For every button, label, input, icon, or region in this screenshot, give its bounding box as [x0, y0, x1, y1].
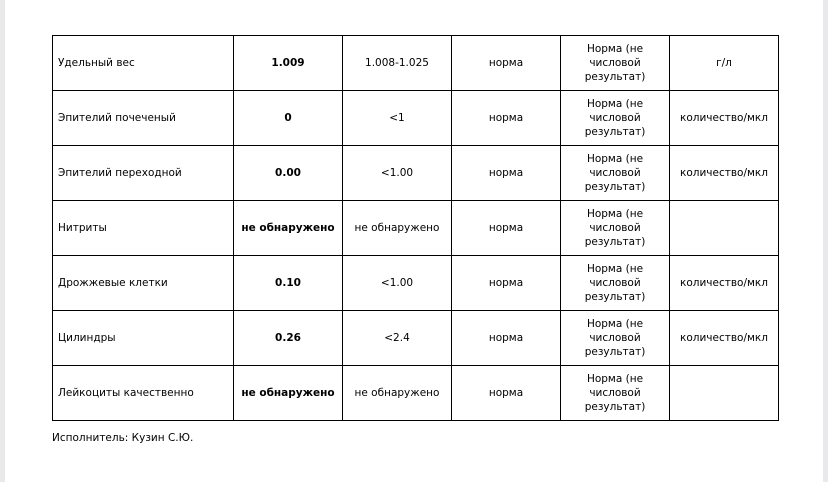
comment-cell: Норма (не числовой результат): [561, 366, 670, 421]
status-cell: норма: [452, 311, 561, 366]
reference-range-cell: не обнаружено: [343, 201, 452, 256]
unit-cell: количество/мкл: [670, 91, 779, 146]
unit-cell: г/л: [670, 36, 779, 91]
comment-cell: Норма (не числовой результат): [561, 201, 670, 256]
test-name-cell: Удельный вес: [53, 36, 234, 91]
reference-range-cell: не обнаружено: [343, 366, 452, 421]
result-value-cell: 0.26: [234, 311, 343, 366]
reference-range-cell: <1.00: [343, 146, 452, 201]
comment-cell: Норма (не числовой результат): [561, 146, 670, 201]
comment-cell: Норма (не числовой результат): [561, 256, 670, 311]
result-value-cell: не обнаружено: [234, 201, 343, 256]
results-table-body: [53, 36, 779, 421]
comment-cell: Норма (не числовой результат): [561, 91, 670, 146]
status-cell: норма: [452, 366, 561, 421]
table-row: [53, 311, 779, 366]
table-row: [53, 366, 779, 421]
result-value-cell: 0: [234, 91, 343, 146]
document-page: [5, 0, 823, 482]
result-value-cell: не обнаружено: [234, 366, 343, 421]
test-name-cell: Эпителий почеченый: [53, 91, 234, 146]
result-value-cell: 0.10: [234, 256, 343, 311]
unit-cell: количество/мкл: [670, 256, 779, 311]
status-cell: норма: [452, 36, 561, 91]
test-name-cell: Нитриты: [53, 201, 234, 256]
test-name-cell: Дрожжевые клетки: [53, 256, 234, 311]
table-row: [53, 201, 779, 256]
result-value-cell: 1.009: [234, 36, 343, 91]
reference-range-cell: 1.008-1.025: [343, 36, 452, 91]
table-row: [53, 91, 779, 146]
comment-cell: Норма (не числовой результат): [561, 311, 670, 366]
result-value-cell: 0.00: [234, 146, 343, 201]
test-name-cell: Эпителий переходной: [53, 146, 234, 201]
test-name-cell: Лейкоциты качественно: [53, 366, 234, 421]
unit-cell: количество/мкл: [670, 146, 779, 201]
table-row: [53, 146, 779, 201]
unit-cell: [670, 366, 779, 421]
unit-cell: [670, 201, 779, 256]
results-table: [52, 35, 779, 421]
status-cell: норма: [452, 91, 561, 146]
executor-line: Исполнитель: Кузин С.Ю.: [52, 432, 194, 444]
reference-range-cell: <2.4: [343, 311, 452, 366]
unit-cell: количество/мкл: [670, 311, 779, 366]
status-cell: норма: [452, 201, 561, 256]
reference-range-cell: <1.00: [343, 256, 452, 311]
status-cell: норма: [452, 146, 561, 201]
table-row: [53, 256, 779, 311]
status-cell: норма: [452, 256, 561, 311]
comment-cell: Норма (не числовой результат): [561, 36, 670, 91]
reference-range-cell: <1: [343, 91, 452, 146]
test-name-cell: Цилиндры: [53, 311, 234, 366]
table-row: [53, 36, 779, 91]
